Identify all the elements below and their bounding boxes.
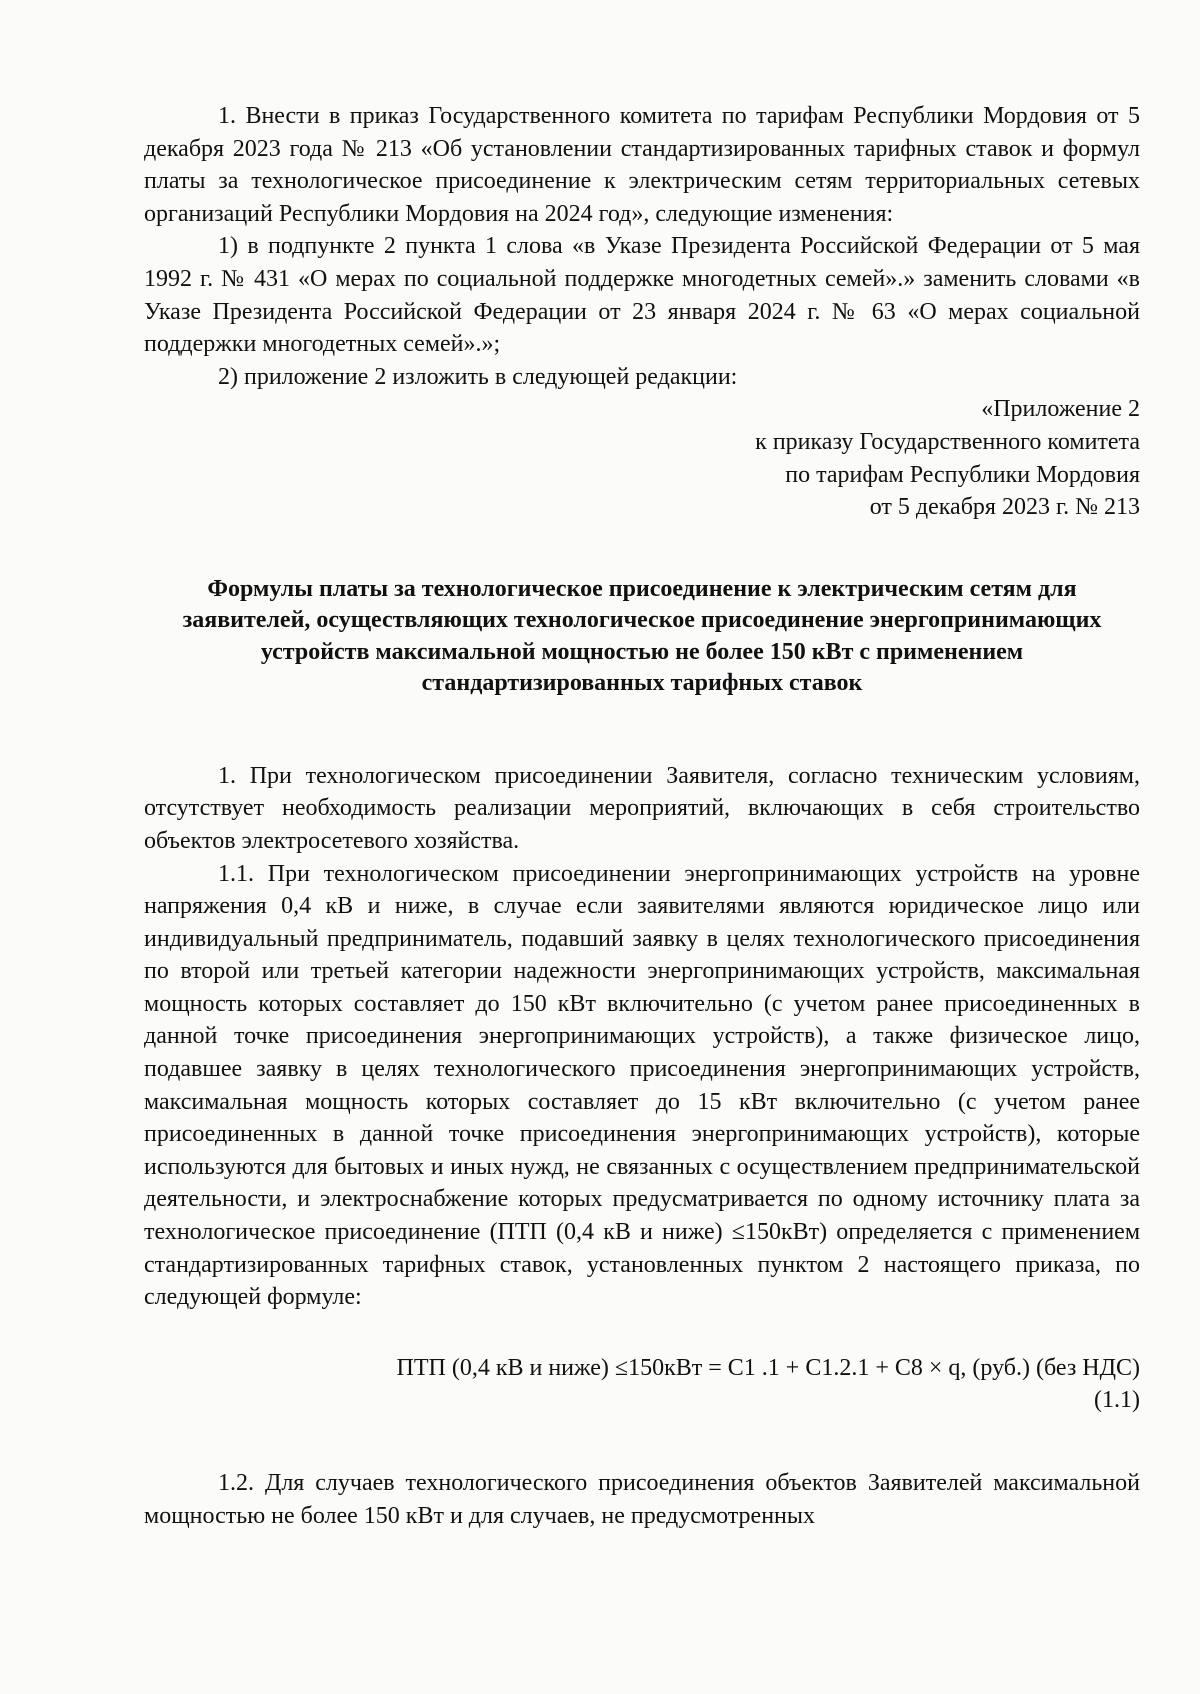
appendix-title: Формулы платы за технологическое присоединение к электрическим сетям для заявителей, осуществляющих технологическое присоединение энергопринимающих устройств максимальной мощностью не более 150 кВт с применением стандартизированных тарифных ставок — [182, 575, 1102, 697]
paragraph-amendment-intro: 1. Внести в приказ Государственного комитета по тарифам Республики Мордовия от 5 декабря 2023 года № 213 «Об установлении стандартизированных тарифных ставок и формул платы за технологическое присоединение к электрическим сетям территориальных сетевых организаций Республики Мордовия на 2024 год», следующие изменения: — [144, 103, 1140, 227]
section-1-2: 1.2. Для случаев технологического присоединения объектов Заявителей максимальной мощностью не более 150 кВт и для случаев, не предусмотренных — [144, 1470, 1140, 1529]
formula-block — [144, 1352, 1140, 1417]
amendment-item-2: 2) приложение 2 изложить в следующей редакции: — [218, 363, 738, 390]
formula-expression: ПТП (0,4 кВ и ниже) ≤150кВт = С1 .1 + С1.2.1 + С8 × q, (руб.) (без НДС) — [396, 1354, 1140, 1381]
section-1: 1. При технологическом присоединении Заявителя, согласно техническим условиям, отсутствует необходимость реализации мероприятий, включающих в себя строительство объектов электросетевого хозяйства. — [144, 762, 1140, 854]
formula-number: (1.1) — [1094, 1387, 1140, 1414]
appendix-header — [144, 393, 1140, 523]
section-1-1: 1.1. При технологическом присоединении энергопринимающих устройств на уровне напряжения 0,4 кВ и ниже, в случае если заявителями являются юридическое лицо или индивидуальный предприниматель, подавший заявку в целях технологического присоединения по второй или третьей категории надежности энергопринимающих устройств, максимальная мощность которых составляет до 150 кВт включительно (с учетом ранее присоединенных в данной точке присоединения энергопринимающих устройств), а также физическое лицо, подавшее заявку в целях технологического присоединения энергопринимающих устройств, максимальная мощность которых составляет до 15 кВт включительно (с учетом ранее присоединенных в данной точке присоединения энергопринимающих устройств), которые используются для бытовых и иных нужд, не связанных с осуществлением предпринимательской деятельности, и электроснабжение которых предусматривается по одному источнику плата за технологическое присоединение (ПТП (0,4 кВ и ниже) ≤150кВт) определяется с применением стандартизированных тарифных ставок, установленных пунктом 2 настоящего приказа, по следующей формуле: — [144, 860, 1140, 1311]
appendix-header-line: к приказу Государственного комитета — [755, 428, 1140, 455]
amendment-item-1: 1) в подпункте 2 пункта 1 слова «в Указе Президента Российской Федерации от 5 мая 1992 г. № 431 «О мерах по социальной поддержке многодетных семей».» заменить словами «в Указе Президента Российской Федерации от 23 января 2024 г. № 63 «О мерах социальной поддержки многодетных семей».»; — [144, 233, 1140, 358]
appendix-header-line: «Приложение 2 — [981, 396, 1140, 423]
appendix-header-line: от 5 декабря 2023 г. № 213 — [869, 494, 1140, 521]
appendix-header-line: по тарифам Республики Мордовия — [785, 461, 1140, 488]
